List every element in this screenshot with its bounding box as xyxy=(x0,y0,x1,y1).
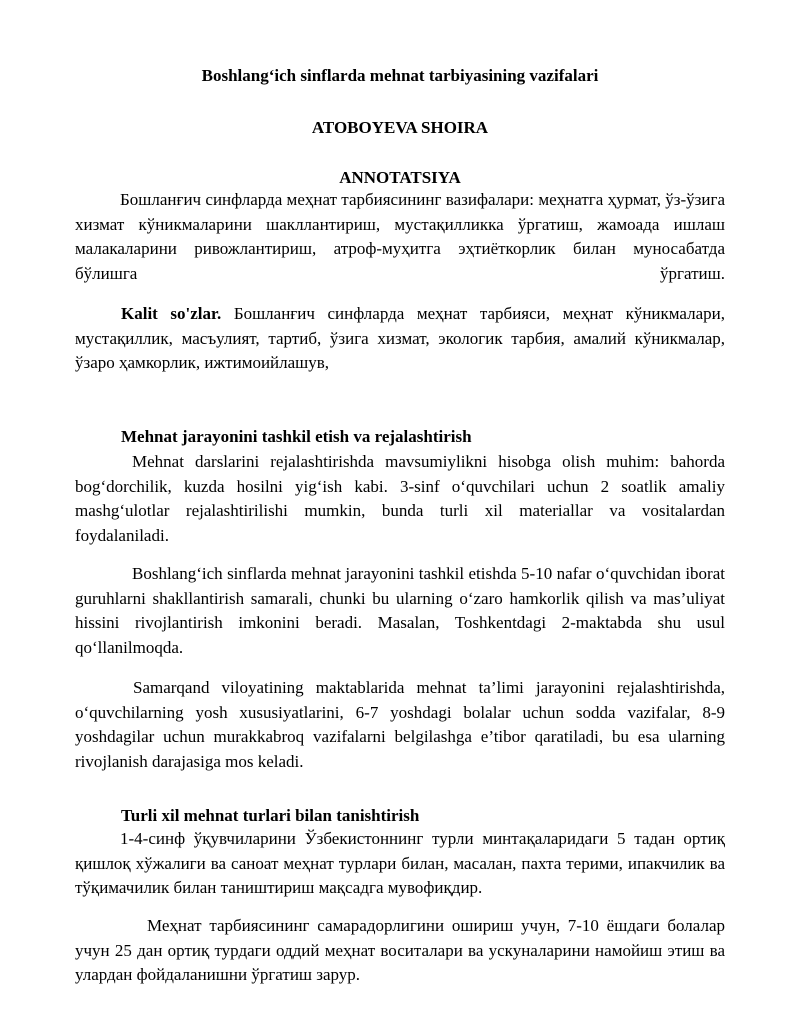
section1-paragraph-1: Mehnat darslarini rejalashtirishda mavsumiylikni hisobga olish muhim: bahorda bog‘dorchilik, kuzda hosilni yig‘ish kabi. 3-sinf o‘quvchilari uchun 2 soatlik amaliy mashg‘ulotlar rejalashtirilishi mumkin, bunda turli xil materiallar va vositalardan foydalaniladi. xyxy=(75,452,725,545)
section2-paragraph-1: 1-4-синф ўқувчиларини Ўзбекистоннинг турли минтақаларидаги 5 тадан ортиқ қишлоқ хўжалиги ва саноат меҳнат турлари билан, масалан, пахта терими, ипакчилик ва тўқимачилик билан таништириш мақсадга мувофиқдир. xyxy=(75,829,725,897)
document-title: Boshlang‘ich sinflarda mehnat tarbiyasining vazifalari xyxy=(201,66,599,85)
annotation-paragraph: Бошланғич синфларда меҳнат тарбиясининг вазифалари: меҳнатга ҳурмат, ўз-ўзига хизмат кўникмаларини шакллантириш, мустақилликка ўргатиш, жамоада ишлаш малакаларини ривожлантириш, атроф-муҳитга эҳтиёткорлик билан муносабатда бўлишга ўргатиш. xyxy=(75,190,725,283)
keywords-text: Бошланғич синфларда меҳнат тарбияси, меҳнат кўникмалари, мустақиллик, масъулият, тартиб, ўзига хизмат, экологик тарбия, амалий кўникмалар, ўзаро ҳамкорлик, ижтимоийлашув, xyxy=(75,304,725,372)
section1-paragraph-3: Samarqand viloyatining maktablarida mehnat ta’limi jarayonini rejalashtirishda, o‘quvchilarning yosh xususiyatlarini, 6-7 yoshdagi bolalar uchun sodda vazifalar, 8-9 yoshdagilar uchun murakkabroq vazifalarni belgilashga e’tibor qaratiladi, bu esa ularning rivojlanish darajasiga mos keladi. xyxy=(75,678,725,771)
annotation-heading: ANNOTATSIYA xyxy=(339,168,461,187)
author-name: ATOBOYEVA SHOIRA xyxy=(311,118,489,137)
section1-paragraph-2: Boshlang‘ich sinflarda mehnat jarayonini tashkil etishda 5-10 nafar o‘quvchidan iborat guruhlarni shakllantirish samarali, chunki bu ularning o‘zaro hamkorlik qilish va mas’uliyat hissini rivojlantirish imkonini beradi. Masalan, Toshkentdagi 2-maktabda shu usul qo‘llanilmoqda. xyxy=(75,564,725,657)
section-heading-planning: Mehnat jarayonini tashkil etish va rejalashtirish xyxy=(121,427,472,446)
keywords-label: Kalit so'zlar. xyxy=(121,304,222,323)
section2-paragraph-2: Меҳнат тарбиясининг самарадорлигини ошириш учун, 7-10 ёшдаги болалар учун 25 дан ортиқ турдаги оддий меҳнат воситалари ва ускуналарини намойиш этиш ва улардан фойдаланишни ўргатиш зарур. xyxy=(75,916,725,984)
section-heading-labor-types: Turli xil mehnat turlari bilan tanishtirish xyxy=(121,806,420,825)
keywords-paragraph xyxy=(75,302,725,376)
